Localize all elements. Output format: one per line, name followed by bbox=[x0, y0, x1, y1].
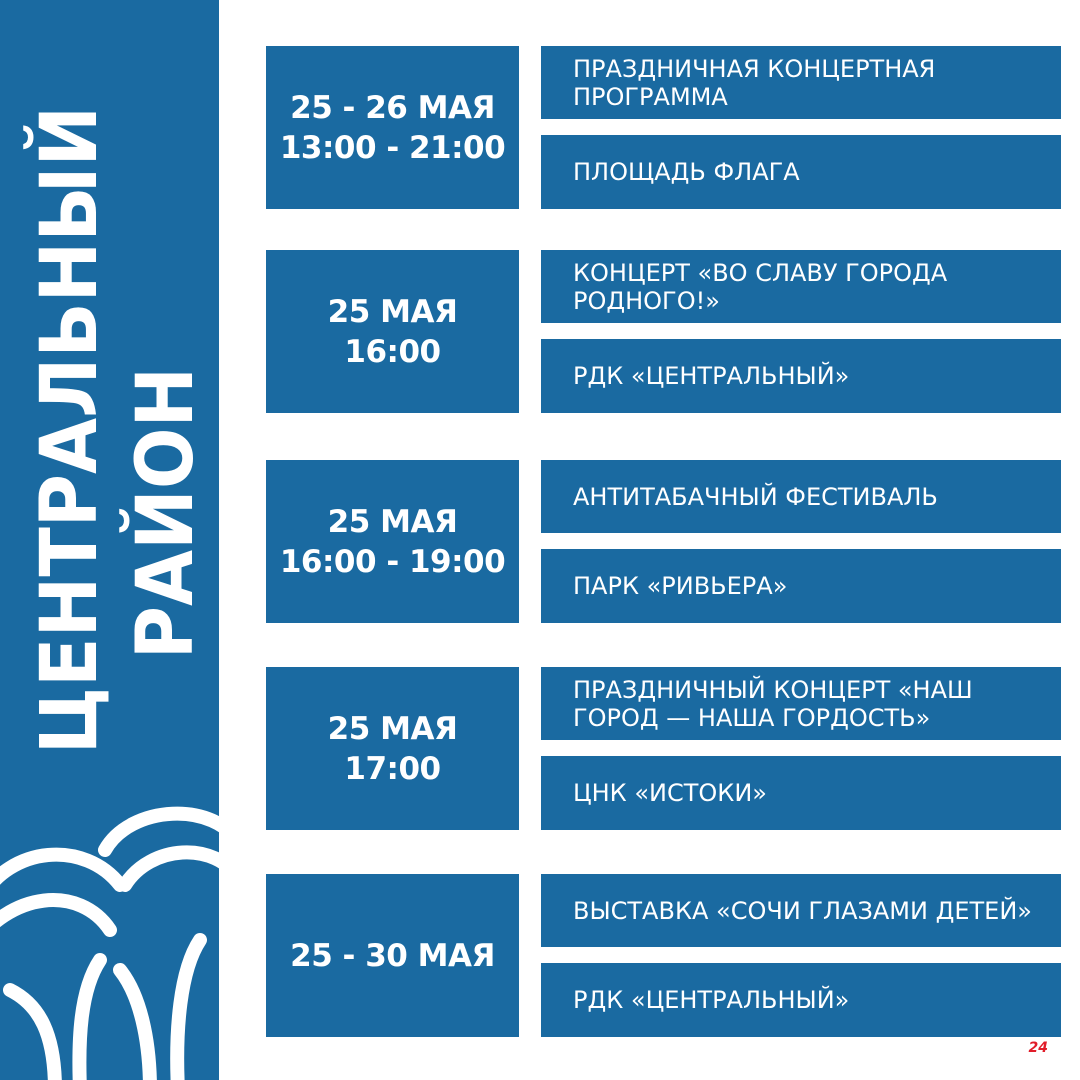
event-title-box bbox=[541, 460, 1061, 533]
event-place: РДК «ЦЕНТРАЛЬНЫЙ» bbox=[573, 986, 850, 1014]
event-title: ПРАЗДНИЧНЫЙ КОНЦЕРТ «НАШ ГОРОД — НАША ГОРДОСТЬ» bbox=[573, 675, 973, 732]
event-row bbox=[266, 46, 1061, 209]
brand-logo: 24 bbox=[1028, 1040, 1048, 1056]
event-time: 17:00 bbox=[344, 750, 441, 787]
event-date-box bbox=[266, 874, 519, 1037]
event-date-box bbox=[266, 667, 519, 830]
event-time: 13:00 - 21:00 bbox=[279, 129, 506, 166]
event-row bbox=[266, 667, 1061, 830]
sidebar-panel bbox=[0, 0, 219, 1080]
event-place: РДК «ЦЕНТРАЛЬНЫЙ» bbox=[573, 362, 850, 390]
event-title-box bbox=[541, 250, 1061, 323]
event-row bbox=[266, 250, 1061, 413]
event-date: 25 МАЯ bbox=[327, 710, 458, 747]
event-title-box bbox=[541, 46, 1061, 119]
event-title: КОНЦЕРТ «ВО СЛАВУ ГОРОДА РОДНОГО!» bbox=[573, 258, 948, 315]
event-date: 25 - 26 МАЯ bbox=[290, 89, 495, 126]
event-place-box bbox=[541, 339, 1061, 413]
event-date-box bbox=[266, 46, 519, 209]
event-place-box bbox=[541, 756, 1061, 830]
event-place-box bbox=[541, 963, 1061, 1037]
event-date: 25 МАЯ bbox=[327, 293, 458, 330]
district-title-line2: РАЙОН bbox=[120, 366, 211, 660]
event-time: 16:00 bbox=[344, 333, 441, 370]
event-place: ПЛОЩАДЬ ФЛАГА bbox=[573, 158, 800, 186]
event-place-box bbox=[541, 135, 1061, 209]
event-place: ЦНК «ИСТОКИ» bbox=[573, 779, 767, 807]
district-title-line1: ЦЕНТРАЛЬНЫЙ bbox=[24, 105, 115, 755]
event-title: ПРАЗДНИЧНАЯ КОНЦЕРТНАЯ ПРОГРАММА bbox=[573, 54, 936, 111]
event-place: ПАРК «РИВЬЕРА» bbox=[573, 572, 788, 600]
district-title bbox=[0, 0, 219, 780]
event-row bbox=[266, 460, 1061, 623]
event-date: 25 - 30 МАЯ bbox=[290, 937, 495, 974]
event-date-box bbox=[266, 460, 519, 623]
event-date-box bbox=[266, 250, 519, 413]
event-title: ВЫСТАВКА «СОЧИ ГЛАЗАМИ ДЕТЕЙ» bbox=[573, 896, 1032, 925]
event-row bbox=[266, 874, 1061, 1037]
event-time: 16:00 - 19:00 bbox=[279, 543, 506, 580]
event-title: АНТИТАБАЧНЫЙ ФЕСТИВАЛЬ bbox=[573, 482, 938, 511]
event-title-box bbox=[541, 874, 1061, 947]
sochi-arches-icon bbox=[0, 790, 219, 1080]
event-title-box bbox=[541, 667, 1061, 740]
event-date: 25 МАЯ bbox=[327, 503, 458, 540]
event-place-box bbox=[541, 549, 1061, 623]
